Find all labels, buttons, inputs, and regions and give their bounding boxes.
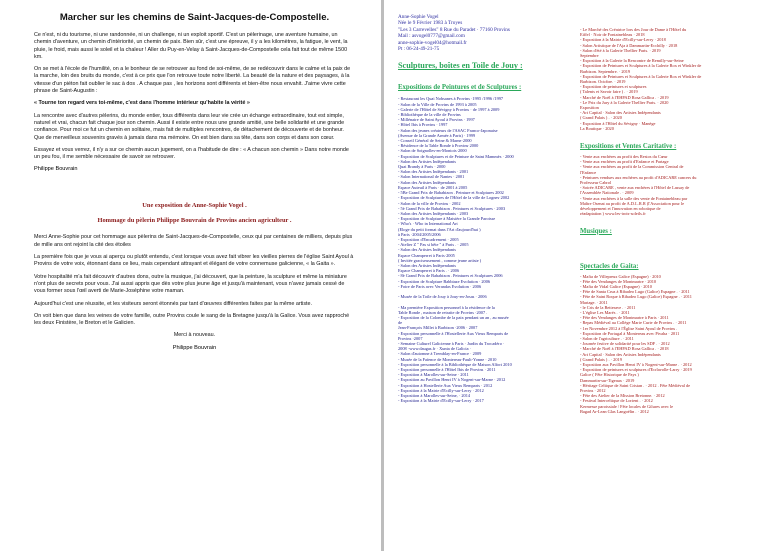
paragraph: On se met à l'école de l'humilité, on a le bonheur de se retrouver au fond de soi-même, de se redécouvrir dans le calme et la paix de la marche, loin des bruits du monde, c'est à ce prix que l'on retrouve toute notre liberté. La beauté de la nature et des paysages, à la vitesse d'un piéton fait oublier le sac à dos . A chaque pas , les horizons sont différents et bien-être nous envahit. J'aime vivre cette phrase de Saint-Augustin :: [34, 66, 351, 95]
list-item: - Salon d'automne à Tremblay-en-France · 2009: [398, 351, 482, 357]
list-item: - Salon de l'agriculture . · 2011: [580, 335, 634, 341]
paragraph: Votre hospitalité m'a fait découvrir d'autres dons, outre la musique, j'ai découvert, que la peinture, la sculpture et même la miniature n'ont plus de secrets pour vous. J'ai aussi appris que dès votre plus jeune âge et jusqu'à maintenant, vous n'avez jamais cessé de vous former sous l'œil averti de Marie-Joséphine votre maman.: [34, 273, 347, 295]
list-item: - Fête des Atelier de la Mission Bretonne. · 2012: [580, 393, 665, 399]
list-item: - Vente aux enchères au profit des Restos du Cœur: [580, 154, 668, 160]
list-item: - Exposition à Hostellerie Aux Vieux Remparts · 2012: [398, 382, 493, 388]
quote: « Tourne ton regard vers toi-même, c'est dans l'homme intérieur qu'habite la vérité »: [34, 100, 250, 107]
list-item: - Exposition de Sculptures et de Peinture de Saint Mammès · 2000: [398, 153, 514, 159]
list-item: - Salon des Artistes Indépendants · 2003: [398, 210, 469, 216]
list-item: - Exposition d'Encadrement · 2005: [398, 236, 459, 242]
list-item: Provins · 2012: [580, 387, 606, 393]
list-item: - Restaurant les Quai Nobsanes à Provins ·1995 /1996 /1997: [398, 96, 504, 102]
exhibition-title: Une exposition de Anne-Sophie Vogel .: [142, 202, 247, 210]
list-item: - Galerie de l'Hôtel de Sévigny à Provins · de 1997 à 2009: [398, 106, 500, 112]
contact-line: Mail : asvogel0777@gmail.com: [398, 33, 465, 40]
list-item: Espace Champerret à Paris·2005: [398, 252, 455, 258]
list-item: - Salon de la ville de Provins · 2002: [398, 200, 461, 206]
list-item: Dammartin-sur-Tigeaux · 2019: [580, 377, 635, 383]
list-item: - Hôtel Ibis à Provins · 1997: [398, 122, 448, 128]
list-item: - Exposition à l'Hôtel du Sévigny · Manège: [580, 120, 656, 126]
list-item: Eiffel · Noir de Fontainebleau · 2018: [580, 32, 645, 38]
exhibition-list: [398, 96, 576, 403]
shows-list: [580, 274, 752, 414]
list-item: Kermesse paroissiale / Fête locales de Gilures avec le: [580, 403, 674, 409]
signature: Philippe Bouvrain: [34, 166, 78, 173]
paragraph: La première fois que je vous ai aperçu ou plutôt entendu, c'est lorsque vous avez fait vibrer les vieilles pierres de l'église Saint Ayoul à Provins de votre voix, étonnant dans ce lieu, mais cependant attrayant et élégant de votre connemuse galicienne, « la Gaita ».: [34, 254, 354, 268]
list-item: l'Enfance: [580, 169, 597, 175]
paragraph: Essayez et vous verrez, il n'y a sur ce chemin aucun jugement, on a l'habitude de dire : « A chacun son chemin » Dans notre monde un peu fou, il me semble nécessaire de savoir se retrouver.: [34, 146, 349, 161]
list-item: - Musée de la Toile de Jouy à Jouy-en-Josas · 2006: [398, 294, 487, 300]
paragraph: La rencontre avec d'autres pèlerins, du monde entier, tous différents dans leur vie crée un échange extraordinaire, tout est simple, naturel et vrai, chacun fait chaque jour son chemin. Aussi il existe entre nous une grande amitié, une belle solidarité et une grande confiance. Pour moi ce fut un chemin en solitaire, mais fait de multiples rencontres, de détachement de découverte et de bonheur. Que de merveilleux souvenirs gravés à jamais dans ma mémoire. On est bien dans sa tête, dans son corps et dans son cœur.: [34, 112, 345, 141]
list-item: ( Invitée graciseusement , comme jeune artiste ): [398, 257, 482, 263]
list-item: - Exposition à la Galerie la Rencontre de Remilly-sur-Seine: [580, 58, 684, 64]
list-item: Professeur Cabrol: [580, 180, 612, 186]
list-item: - Fête des Vendanges de Montmartre · 2010: [580, 278, 657, 284]
list-item: - Exposition de Peintures et Sculptures à la Galerie Rox et Winkler de: [580, 63, 702, 69]
list-item: - 8è Grand Prix de Bababizon . Peintures et Sculptures 2006: [398, 273, 503, 279]
paragraph: Aujourd'hui c'est une réussite, et les visiteurs seront étonnés par tant d'œuvres différentes faites par la même artiste.: [34, 300, 313, 307]
list-item: - Peintures vendues aux enchères au profit d'ADICARE cancers du: [580, 174, 697, 180]
article-title: Marcher sur les chemins de Saint-Jacques-de-Compostelle.: [59, 12, 330, 23]
list-item: - Fête de Saint Roque à Ribadeo Lugo (Galice) Espagne . · 2011: [580, 294, 692, 300]
list-item: Bagad Ar-Lean Glas Langoëlin . · 2012: [580, 408, 649, 414]
paragraph: Merci Anne-Sophie pour cet hommage aux pèlerins de Saint-Jacques-de-Compostelle, ceux qui par centaines de milliers, depuis plus de mille ans ont rejoint la cité des étoiles: [34, 234, 353, 248]
list-item: - Salon de Soignolles-en-Montois·2000: [398, 148, 467, 154]
list-item: - Salon de la Ville de Provins de 1993 à 2005: [398, 101, 477, 107]
left-page: [0, 0, 381, 551]
list-item: ( Talents et Savoir faire ) . · 2019: [580, 89, 638, 95]
cv-column-right: [580, 0, 752, 414]
list-item: Provins ·2007: [398, 335, 423, 341]
list-item: - Conseil Général de Seine & Marne·2000: [398, 138, 472, 144]
list-item: - Salon International de Nantes · 2001: [398, 174, 465, 180]
list-item: - Salon Artistique de l'Aja à Dammartin-Ecchilly · 2018: [580, 42, 678, 48]
tribute-title: Hommage du pèlerin Philippe Bouvrain de Provins ancien agriculteur .: [97, 217, 292, 225]
signature: Philippe Bouvrain: [172, 344, 217, 351]
list-item: - Héritage Celtique de Saint Cristan . · 2012 . Fête Médiéval de: [580, 382, 691, 388]
list-item: - Fête de Santa Cruz à Ribadeo Lugo (Galice) Espagne . · 2011: [580, 289, 690, 295]
list-item: - Exposition à la Mairie d'Ecilly-sur-Lerry · 2017: [398, 398, 484, 404]
list-item: - Art Capital · Salon des Artistes Indépendants: [580, 351, 661, 357]
list-item: - 5è Grand Prix de Bababizon . Peintures et Sculptures · 2003: [398, 205, 506, 211]
contact-line: Pt : 06-24-49-21-75: [398, 46, 440, 53]
list-item: - Ma première Exposition personnel à la résidence de la: [398, 304, 495, 310]
section-sculptures: Sculptures, boîtes en Toile de Jouy :: [398, 61, 523, 71]
charity-list: [580, 154, 752, 216]
section-charity: Expositions et Ventes Caritative :: [580, 143, 677, 151]
list-item: - Exposition de Sculptures de l'Hôtel de la ville de Lognes·2002: [398, 195, 510, 201]
list-item: Barbizon. Octobre. · 2019: [580, 79, 626, 85]
contact-line: Née le 9 Février 1983 à Troyes: [398, 20, 463, 27]
list-item: ( Grand Palais ) . · 2020: [580, 115, 622, 121]
list-item: (Avenue de la Grande Armée à Paris) · 1999: [398, 132, 476, 138]
section-expositions: Expositions de Peintures et de Sculptures :: [398, 84, 522, 92]
list-item: - Musée de la Faïence de Montereau-Fault-Yonne · 2010: [398, 356, 497, 362]
list-item: - Vente aux enchères au profit de la Commission Central de: [580, 164, 684, 170]
list-item: - Exposition à la Mairie d'Ecilly-sur-Lerry · 2018: [580, 37, 666, 43]
list-item: 2008 ·www.daugas.fr · Xunta de Galicia ·: [398, 346, 472, 352]
exhibition-list-continued: [580, 27, 752, 131]
list-item: de: [398, 320, 403, 326]
list-item: Exposition: [580, 105, 599, 111]
list-item: - Salon des Artistes Indépendants: [398, 247, 456, 253]
list-item: Table Ronde , maison de retraite de Provins ·2007 .: [398, 309, 488, 315]
list-item: - Mafia de Vidal Galice (Espagne) · 2010: [580, 283, 652, 289]
list-item: Jean-François Millet à Barbizon ·2006 · 2007: [398, 325, 478, 331]
list-item: - Festival Interceltique de Lorient . · 2012: [580, 398, 653, 404]
list-item: - Atelier Z " Pas si bête " à Paris . · 2005: [398, 242, 469, 248]
list-item: La Boutique · 2020: [580, 125, 614, 131]
list-item: - Exposition personnelle à l'Hostellerie Aux Vieux Remparts de: [398, 330, 509, 336]
list-item: - Journée festive de solidarité pour les SDF . · 2012: [580, 341, 670, 347]
list-item: - Foire de Paris avec Verandas Evolution · 2006: [398, 283, 482, 289]
list-item: Barbizon. Septembre. · 2019: [580, 68, 631, 74]
list-item: - Exposition de Sculpture Babbiaze Evolution · 2006: [398, 278, 491, 284]
list-item: - Semaine Culturel Galicienne à Paris · Jardin du Trocadéro ·: [398, 340, 505, 346]
list-item: - Salon des Artistes Indépendants: [398, 158, 456, 164]
list-item: - Art Capital · Salon des Artistes Indépendants: [580, 110, 661, 116]
list-item: développement et l'innovation en robotique de: [580, 206, 661, 212]
list-item: - Marché de Noël à l'EHPAD Rosa Gallica . · 2018: [580, 346, 669, 352]
list-item: - Exposition personnelle à l'Hôtel Ibis de Provins · 2011: [398, 367, 496, 372]
list-item: - Who's · Who in International Art: [398, 221, 458, 227]
list-item: - 1er Novembre 2012 à l'Église Saint Ayoul de Provins .: [580, 325, 678, 331]
list-item: - Exposition aux Pavillon Henri IV à Nogent-sur-Marne . · 2012: [580, 361, 692, 367]
section-shows: Spectacles de Gaita:: [580, 262, 639, 270]
list-item: - 5Be Grand Prix de Bababizon . Peinture et Sculptures 2002: [398, 190, 504, 196]
list-item: - Résidence de la Table Ronde à Provins·2000: [398, 143, 479, 149]
list-item: - Mafia de Villepreux Galice (Espagne) · 2010: [580, 273, 661, 279]
list-item: - Millénaire de Saint Ayoul à Provins · 1997: [398, 117, 475, 123]
list-item: - Exposition de Peintures et Sculptures à la Galerie Rox et Winkler de: [580, 73, 702, 79]
paragraph: On voit bien que dans les veines de votre famille, outre Provins coule le sang de la Bretagne jusqu'à la Galice. Vous avez rapproché les deux Finistère, le Breton et le Galicien.: [34, 312, 350, 327]
list-item: Espace Champerret à Paris . · 2006: [398, 268, 460, 274]
list-item: Septembre: [580, 53, 599, 59]
list-item: - Exposition de la Colombe de la paix pendant un an , au musée: [398, 314, 509, 320]
list-item: l'Assemblée Nationale . · 2009: [580, 190, 634, 196]
list-item: - Exposition à la Mairie d'Ecilly-sur-Lerry · 2012: [398, 387, 484, 393]
list-item: - L'église Les Marés . · 2011: [580, 309, 630, 315]
list-item: - Salon des Artistes Indépendants · 2001: [398, 169, 469, 175]
list-item: - Salon des Artistes Indépendants: [398, 179, 456, 185]
list-item: Mariage. · 2011: [580, 299, 608, 305]
list-item: - Bibliothèque de la ville de Provins: [398, 112, 461, 118]
list-item: - Exposition de peintures et sculptures d'Ecrlavolle-Larry · 2019: [580, 367, 692, 373]
section-music: Musiques :: [580, 227, 612, 235]
contact-block: [398, 14, 576, 52]
list-item: - Vente aux enchères à la salle des vente de Fontainebleau par: [580, 195, 688, 201]
list-item: - Exposition au Pavillon Henri IV à Nogent-sur-Marne · 2012: [398, 377, 506, 383]
list-item: - Exposition à Marolles-sur-Seine, · 2014: [398, 393, 471, 399]
list-item: - Marché de Noël à l'EHPAD Rosa Gallica . · 2019: [580, 94, 669, 100]
list-item: - le Cris de la Betterave . · 2011: [580, 304, 636, 310]
cv-column-left: [398, 0, 576, 403]
list-item: - Exposition de Portugal à Montereau avec Pivaha · 2011: [580, 330, 680, 336]
paragraph: Ce n'est, ni du tourisme, ni une randonnée, ni un challenge, ni un exploit sportif. C'est un pèlerinage, une aventure humaine, un chemin d'aventure, un chemin d'intériorité, un chemin de paix. Bien sûr, c'est une épreuve, il y a les kilomètres, la fatigue, le vent, la pluie, le froid, mais aussi le soleil et la chaleur ! Aller du Puy-en-Velay à Saint-Jacques-de-Compostelle cela fait tout de même 1500 km.: [34, 32, 348, 60]
list-item: - Salon des Artistes Indépendants: [398, 262, 456, 268]
contact-line: Anne-Sophie Vogel: [398, 14, 439, 20]
contact-line: "Les 3 Carrevelles" 8 Rue du Paradet · 77160 Provins: [398, 26, 510, 33]
list-item: - Repas Médiéval au Collège Marie Curie de Provins . · 2011: [580, 320, 687, 326]
list-item: - Exposition personnelle à la Bibliothèque de Maison Alfort 2010: [398, 361, 512, 367]
list-item: Maître Osenat au profit de A.D.L.R.R (l'Association pour le: [580, 200, 685, 206]
right-page: [384, 0, 768, 551]
list-item: - Salon des jeunes créateurs de l'ASAC Franco-Japonaise: [398, 127, 498, 133]
list-item: - Soirée ADICARE , vente aux enchères à l'Hôtel de Lassay de: [580, 185, 690, 191]
list-item: Quai Brandy à Paris · 2000: [398, 164, 446, 170]
list-item: - Le Marché des Créatrice lors des Jour de Dame à l'Hôtel du: [580, 27, 687, 32]
list-item: - Fête des Vendanges de Montmartre à Paris · 2011: [580, 315, 669, 321]
list-item: - Exposition à Marolles-sur-Seine · 2011: [398, 372, 469, 378]
list-item: - Le Prix du Jury à la Galerie Thellier Paris. · 2020: [580, 99, 669, 105]
list-item: - Exposition de peintures et sculptures: [580, 84, 647, 90]
list-item: réadaptation ) www.les-trois-soleils.fr: [580, 211, 646, 217]
list-item: (Eloge du petit format dans l'Art d'aujourd'hui ): [398, 226, 481, 232]
list-item: - Vente aux enchères au profit d'Enfance et Partage: [580, 159, 669, 165]
list-item: Espace Auteuil à Paris · de 2001 à 2005: [398, 184, 468, 190]
list-item: Galice ( Fête Historique de Pays ): [580, 372, 639, 378]
list-item: - Salon d'été à la Galerie Thellier Paris. · 2019: [580, 47, 661, 53]
contact-line: anne-sophie-vogel04@hotmail.fr: [398, 39, 467, 46]
list-item: ( Grand Palais ) . · 2019: [580, 356, 622, 362]
list-item: à Paris ·2004/2005/2006: [398, 231, 441, 237]
list-item: - Exposition de Sculpture à Maisière la Grande Paroisse: [398, 216, 496, 222]
thanks: Merci à nouveau.: [173, 332, 216, 339]
